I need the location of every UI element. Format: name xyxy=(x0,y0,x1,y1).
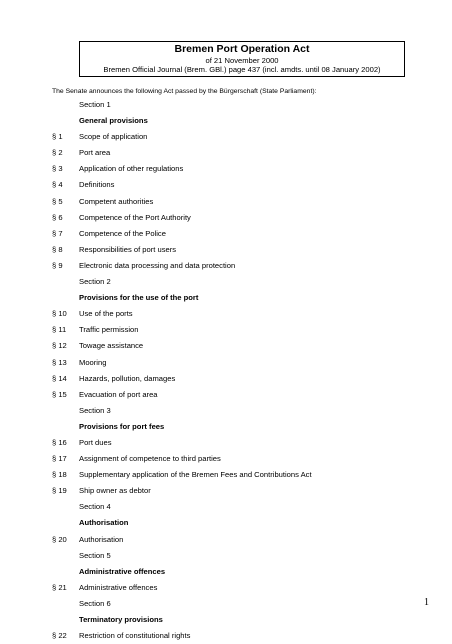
toc-section-number xyxy=(52,548,432,564)
toc-entry-text: Electronic data processing and data protection xyxy=(79,260,236,270)
toc-paragraph-number: § 4 xyxy=(52,180,63,190)
toc-paragraph-number: § 22 xyxy=(52,631,67,641)
toc-section-heading xyxy=(52,290,432,306)
toc-entry-text: Terminatory provisions xyxy=(79,615,163,624)
toc-paragraph-number: § 18 xyxy=(52,470,67,480)
toc-item xyxy=(52,387,432,403)
toc-entry-text: Authorisation xyxy=(79,534,124,544)
toc-item xyxy=(52,628,432,644)
toc-item xyxy=(52,338,432,354)
toc-entry-text: Section 4 xyxy=(79,502,111,512)
toc-item xyxy=(52,483,432,499)
toc-entry-text: Towage assistance xyxy=(79,341,144,351)
toc-entry-text: Competence of the Port Authority xyxy=(79,212,191,222)
toc-item xyxy=(52,371,432,387)
toc-section-heading xyxy=(52,515,432,531)
toc-item xyxy=(52,129,432,145)
toc-entry-text: Port area xyxy=(79,148,111,158)
toc-paragraph-number: § 15 xyxy=(52,389,67,399)
toc-entry-text: Application of other regulations xyxy=(79,164,184,174)
toc-entry-text: Evacuation of port area xyxy=(79,389,158,399)
toc-paragraph-number: § 10 xyxy=(52,309,67,319)
toc-section-number xyxy=(52,97,432,113)
toc-item xyxy=(52,355,432,371)
toc-item xyxy=(52,451,432,467)
toc-paragraph-number: § 5 xyxy=(52,196,63,206)
toc-entry-text: Responsibilities of port users xyxy=(79,244,177,254)
toc-item xyxy=(52,306,432,322)
toc-entry-text: Section 2 xyxy=(79,277,111,287)
toc-section-number xyxy=(52,596,432,612)
toc-paragraph-number: § 17 xyxy=(52,454,67,464)
toc-entry-text: Ship owner as debtor xyxy=(79,486,151,496)
toc-entry-text: Supplementary application of the Bremen Fees and Contributions Act xyxy=(79,470,312,480)
title-box xyxy=(79,41,405,77)
toc-item xyxy=(52,532,432,548)
toc-entry-text: Use of the ports xyxy=(79,309,133,319)
toc-item xyxy=(52,177,432,193)
toc-item xyxy=(52,194,432,210)
table-of-contents xyxy=(52,97,432,644)
toc-paragraph-number: § 7 xyxy=(52,228,63,238)
toc-entry-text: Administrative offences xyxy=(79,582,158,592)
toc-entry-text: Competence of the Police xyxy=(79,228,166,238)
toc-item xyxy=(52,226,432,242)
toc-paragraph-number: § 11 xyxy=(52,325,67,335)
toc-paragraph-number: § 20 xyxy=(52,534,67,544)
toc-item xyxy=(52,242,432,258)
toc-entry-text: Authorisation xyxy=(79,518,129,528)
toc-paragraph-number: § 1 xyxy=(52,132,63,142)
document-title: Bremen Port Operation Act xyxy=(174,43,310,55)
toc-entry-text: Traffic permission xyxy=(79,325,139,335)
toc-entry-text: Port dues xyxy=(79,437,112,447)
toc-section-number xyxy=(52,499,432,515)
toc-entry-text: Mooring xyxy=(79,357,107,367)
toc-paragraph-number: § 8 xyxy=(52,244,63,254)
toc-paragraph-number: § 3 xyxy=(52,164,63,174)
toc-item xyxy=(52,210,432,226)
document-date: of 21 November 2000 xyxy=(205,56,279,65)
toc-item xyxy=(52,435,432,451)
toc-entry-text: Administrative offences xyxy=(79,566,166,576)
toc-entry-text: Section 6 xyxy=(79,598,111,608)
toc-entry-text: Definitions xyxy=(79,180,115,190)
toc-paragraph-number: § 14 xyxy=(52,373,67,383)
journal-reference: Bremen Official Journal (Brem. GBl.) page 437 (incl. amdts. until 08 January 2002) xyxy=(103,65,381,74)
toc-entry-text: Restriction of constitutional rights xyxy=(79,631,191,641)
toc-item xyxy=(52,467,432,483)
toc-item xyxy=(52,161,432,177)
toc-paragraph-number: § 2 xyxy=(52,148,63,158)
toc-paragraph-number: § 21 xyxy=(52,582,67,592)
toc-paragraph-number: § 19 xyxy=(52,486,67,496)
toc-section-heading xyxy=(52,612,432,628)
intro-text: The Senate announces the following Act passed by the Bürgerschaft (State Parliament): xyxy=(52,88,317,95)
toc-entry-text: Section 5 xyxy=(79,550,111,560)
toc-item xyxy=(52,580,432,596)
toc-entry-text: Section 3 xyxy=(79,405,111,415)
toc-entry-text: Section 1 xyxy=(79,100,111,109)
toc-paragraph-number: § 9 xyxy=(52,260,63,270)
toc-section-heading xyxy=(52,113,432,129)
toc-section-heading xyxy=(52,564,432,580)
toc-section-heading xyxy=(52,419,432,435)
toc-entry-text: Provisions for the use of the port xyxy=(79,293,199,303)
toc-entry-text: Provisions for port fees xyxy=(79,421,165,431)
toc-entry-text: Competent authorities xyxy=(79,196,154,206)
toc-paragraph-number: § 12 xyxy=(52,341,67,351)
toc-item xyxy=(52,322,432,338)
page-number: 1 xyxy=(424,597,429,608)
toc-item xyxy=(52,145,432,161)
toc-entry-text: Scope of application xyxy=(79,132,148,142)
toc-paragraph-number: § 6 xyxy=(52,212,63,222)
toc-entry-text: Hazards, pollution, damages xyxy=(79,373,176,383)
toc-entry-text: General provisions xyxy=(79,116,148,126)
toc-paragraph-number: § 13 xyxy=(52,357,67,367)
toc-entry-text: Assignment of competence to third parties xyxy=(79,454,221,464)
toc-section-number xyxy=(52,403,432,419)
toc-item xyxy=(52,258,432,274)
toc-paragraph-number: § 16 xyxy=(52,437,67,447)
toc-section-number xyxy=(52,274,432,290)
